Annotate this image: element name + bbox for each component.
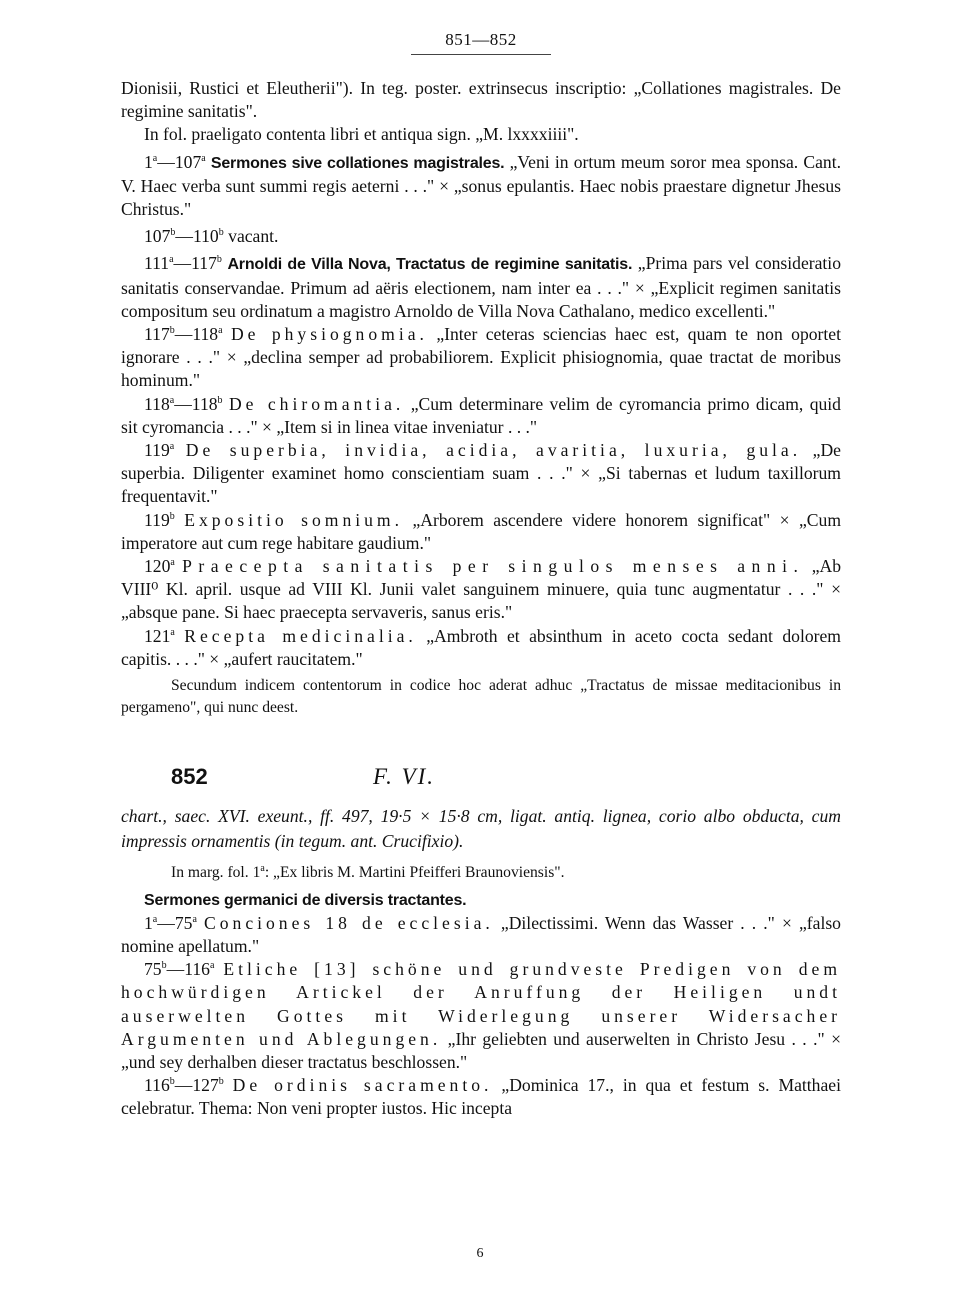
item-title: De superbia, invidia, acidia, avaritia, luxuria, gula. — [185, 440, 802, 461]
folio-ref: 120$^a$ — [144, 556, 175, 577]
folio-ref: 111$^a$—117$^b$ — [144, 253, 222, 274]
item-text: „Dilectissimi. Wenn das Wasser . . ." × „falso nomine apellatum." — [121, 912, 841, 956]
marginal-note: In marg. fol. 1$^a$: „Ex libris M. Martini Pfeifferi Braunoviensis". — [171, 862, 565, 882]
item-sermones — [121, 151, 841, 222]
head-rule — [411, 54, 551, 55]
item-title: De ordinis sacramento. — [232, 1075, 493, 1096]
item-text: „Ab VIII⁰ Kl. april. usque ad VIII Kl. Junii valet sanguinem minuere, quia tunc augmentatur . . ." × „absque pane. Si haec praecepta servaveris, sanus eris." — [121, 556, 841, 623]
item-vacant — [121, 225, 841, 248]
item-text: „Veni in ortum meum soror mea sponsa. Cant. V. Haec verba sunt summi regis aeterni . . ." × „sonus epulantis. Haec nobis praestare dignetur Jhesus Christus." — [121, 151, 841, 220]
running-head: 851—852 — [445, 30, 517, 49]
item-title: De physiognomia. — [230, 324, 428, 345]
item-text: vacant. — [228, 226, 279, 247]
item-somnium — [121, 509, 841, 555]
item-conciones — [121, 912, 841, 958]
item-title: Etliche [13] schöne und grundveste Predigen von dem hochwürdigen Artickel der Anruffung der Heiligen undt auserwelten Gottes mit Widerlegung unserer Widersacher Argumenten und Ablegungen. — [121, 959, 841, 1049]
folio-ref: 75$^b$—116$^a$ — [144, 959, 215, 980]
item-chiromantia — [121, 393, 841, 439]
item-physiognomia — [121, 323, 841, 393]
item-title: Arnoldi de Villa Nova, Tractatus de regimine sanitatis. — [227, 256, 633, 274]
page-number: 6 — [476, 1246, 484, 1261]
folio-ref: 117$^b$—118$^a$ — [144, 324, 223, 345]
item-title: De chiromantia. — [228, 393, 405, 414]
item-title: Praecepta sanitatis per singulos menses anni. — [182, 556, 805, 577]
document-page — [121, 30, 841, 1121]
paragraph-binding-inscription: Dionisii, Rustici et Eleutherii"). In teg. poster. extrinsecus inscriptio: „Collationes magistrales. De regimine sanitatis". — [121, 78, 841, 122]
item-text: „Cum determinare velim de cyromancia primo dicam, quid sit cyromancia . . ." × „Item si in linea vitae inveniatur . . ." — [121, 393, 841, 437]
item-predigen — [121, 958, 841, 1074]
folio-ref: 116$^b$—127$^b$ — [144, 1075, 224, 1096]
folio-ref: 1$^a$—75$^a$ — [144, 912, 197, 933]
item-praecepta — [121, 555, 841, 625]
item-ordinis — [121, 1074, 841, 1120]
entry-description: chart., saec. XVI. exeunt., ff. 497, 19·5 × 15·8 cm, ligat. antiq. lignea, corio albo obducta, cum impressis ornamentis (in tegum. ant. Crucifixio). — [121, 806, 841, 852]
item-text: „Prima pars vel consideratio sanitatis conservandae. Primum ad aëris electionem, nam inter ea . . ." × „Explicit regimen sanitatis compositum seu ordinatum a magistro Arnoldo de Villa Nova Cathalano, medico excellenti." — [121, 253, 841, 321]
folio-ref: 119$^b$ — [144, 509, 175, 530]
folio-ref: 1$^a$—107$^a$ — [144, 151, 206, 172]
entry-heading — [121, 764, 841, 794]
folio-ref: 107$^b$—110$^b$ — [144, 226, 224, 247]
folio-ref: 121$^a$ — [144, 625, 175, 646]
item-text: „Arborem ascendere videre honorem significat" × „Cum imperatore aut cum rege habitare gaudium." — [121, 509, 842, 553]
item-text: „Inter ceteras sciencias haec est, quam te non oportet ignorare . . ." × „declina semper ad probabiliorem. Explicit phisiognomia, quae tractat de moribus hominum." — [121, 324, 841, 391]
item-text: „Dominica 17., in qua et festum s. Matthaei celebratur. Thema: Non veni propter iustos. Hic incepta — [121, 1075, 841, 1119]
paragraph-index-note: Secundum indicem contentorum in codice hoc aderat adhuc „Tractatus de missae meditacionibus in pergameno", qui nunc deest. — [121, 677, 841, 716]
item-recepta — [121, 625, 841, 671]
item-title: Sermones sive collationes magistrales. — [210, 154, 505, 172]
item-text: „De superbia. Diligenter examinet homo conscientiam suam . . ." × „Si tabernas et ludum taxillorum frequentavit." — [121, 440, 841, 507]
item-superbia — [121, 439, 841, 509]
section-title: Sermones germanici de diversis tractantes. — [144, 891, 467, 909]
entry-signature: F. VI. — [373, 764, 436, 790]
item-title: Expositio somnium. — [184, 509, 404, 530]
item-title: Conciones 18 de ecclesia. — [203, 912, 494, 933]
item-text: „Ambroth et absinthum in aceto cocta sedant dolorem capitis. . . ." × „aufert raucitatem." — [121, 625, 841, 669]
entry-number: 852 — [171, 764, 208, 790]
item-text: „Ihr geliebten und auserwelten in Christo Jesu . . ." × „und sey derhalben dieser tractatus beschlossen." — [121, 1028, 841, 1072]
item-title: Recepta medicinalia. — [184, 625, 417, 646]
folio-ref: 119$^a$ — [144, 440, 175, 461]
paragraph-old-signature: In fol. praeligato contenta libri et antiqua sign. „M. lxxxxiiii". — [144, 124, 579, 145]
item-arnoldi — [121, 252, 841, 323]
folio-ref: 118$^a$—118$^b$ — [144, 393, 223, 414]
